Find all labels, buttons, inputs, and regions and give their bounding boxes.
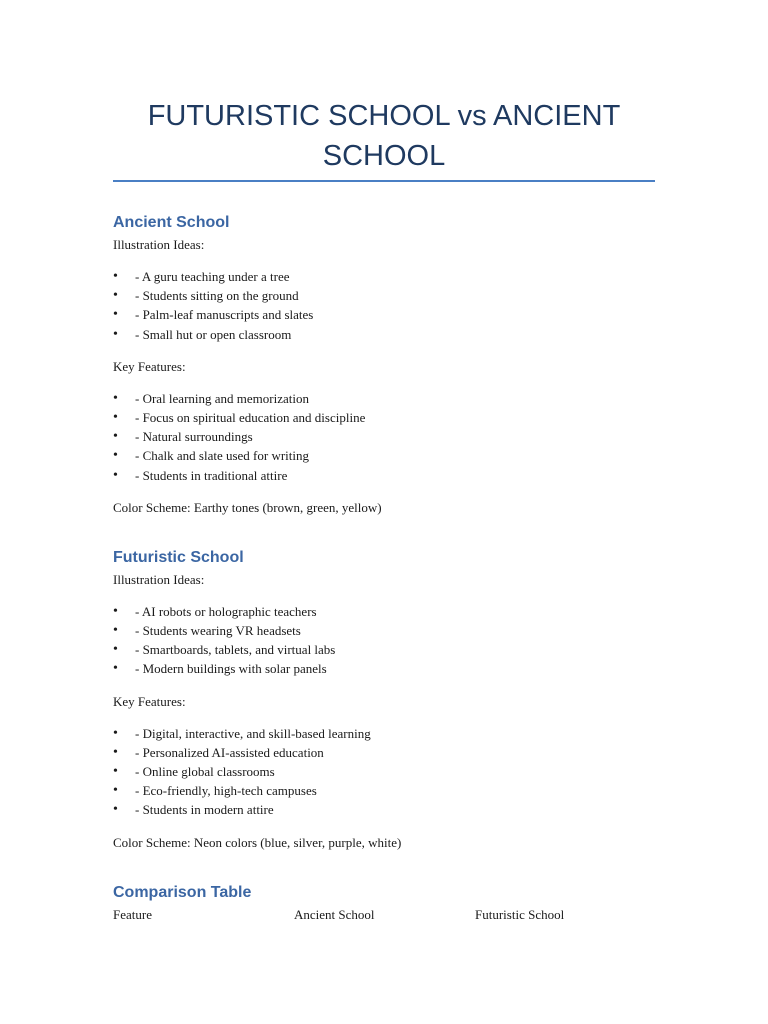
bullet-icon: • (113, 603, 118, 619)
list-item: • - Online global classrooms (113, 762, 658, 781)
bullet-icon: • (113, 744, 118, 760)
bullet-icon: • (113, 269, 118, 284)
bullet-icon: • (113, 725, 118, 741)
list-item: • - Students in modern attire (113, 800, 658, 819)
list-item: • - Smartboards, tablets, and virtual labs (113, 640, 658, 659)
bullet-icon: • (113, 642, 118, 658)
list-item: • - Chalk and slate used for writing (113, 446, 658, 465)
list-item: • - Palm-leaf manuscripts and slates (113, 305, 658, 324)
futuristic-color-scheme: Color Scheme: Neon colors (blue, silver, purple, white) (113, 834, 402, 850)
list-item: • - Modern buildings with solar panels (113, 659, 658, 678)
list-item: • - Focus on spiritual education and discipline (113, 408, 658, 427)
list-item: • - AI robots or holographic teachers (113, 602, 658, 621)
bullet-icon: • (113, 288, 118, 304)
list-item: • - Personalized AI-assisted education (113, 743, 658, 762)
ancient-features-label: Key Features: (113, 358, 186, 374)
futuristic-heading: Futuristic School (113, 548, 244, 566)
futuristic-section (113, 546, 658, 852)
list-item: • - Natural surroundings (113, 427, 658, 446)
bullet-icon: • (113, 390, 118, 406)
bullet-icon: • (113, 467, 118, 483)
table-header-cell: Ancient School (294, 906, 375, 922)
bullet-icon: • (113, 802, 118, 818)
comparison-section (113, 881, 658, 924)
bullet-icon: • (113, 410, 118, 426)
ancient-ideas-list (113, 267, 658, 344)
futuristic-features-label: Key Features: (113, 693, 186, 709)
bullet-icon: • (113, 448, 118, 464)
bullet-icon: • (113, 307, 118, 323)
list-item: • - Small hut or open classroom (113, 325, 658, 344)
bullet-icon: • (113, 429, 118, 445)
bullet-icon: • (113, 326, 118, 342)
list-item: • - A guru teaching under a tree (113, 267, 658, 286)
list-item: • - Students sitting on the ground (113, 286, 658, 305)
table-header-cell: Futuristic School (475, 906, 565, 922)
document-body (113, 211, 658, 924)
bullet-icon: • (113, 623, 118, 639)
ancient-color-scheme: Color Scheme: Earthy tones (brown, green, yellow) (113, 499, 382, 515)
futuristic-ideas-label: Illustration Ideas: (113, 571, 205, 587)
ancient-section (113, 211, 658, 517)
bullet-icon: • (113, 661, 118, 677)
document-title: FUTURISTIC SCHOOL vs ANCIENT SCHOOL (147, 100, 621, 172)
bullet-icon: • (113, 764, 118, 780)
list-item: • - Oral learning and memorization (113, 389, 658, 408)
ancient-heading: Ancient School (113, 214, 230, 231)
bullet-icon: • (113, 783, 118, 799)
comparison-header-row (113, 905, 658, 924)
comparison-heading: Comparison Table (113, 883, 252, 901)
list-item: • - Digital, interactive, and skill-based learning (113, 724, 658, 743)
list-item: • - Students in traditional attire (113, 466, 658, 485)
table-header-cell: Feature (113, 906, 152, 922)
list-item: • - Students wearing VR headsets (113, 621, 658, 640)
list-item: • - Eco-friendly, high-tech campuses (113, 781, 658, 800)
futuristic-features-list (113, 724, 658, 820)
ancient-ideas-label: Illustration Ideas: (113, 237, 205, 252)
futuristic-ideas-list (113, 602, 658, 679)
ancient-features-list (113, 389, 658, 485)
title-underline (113, 180, 655, 182)
